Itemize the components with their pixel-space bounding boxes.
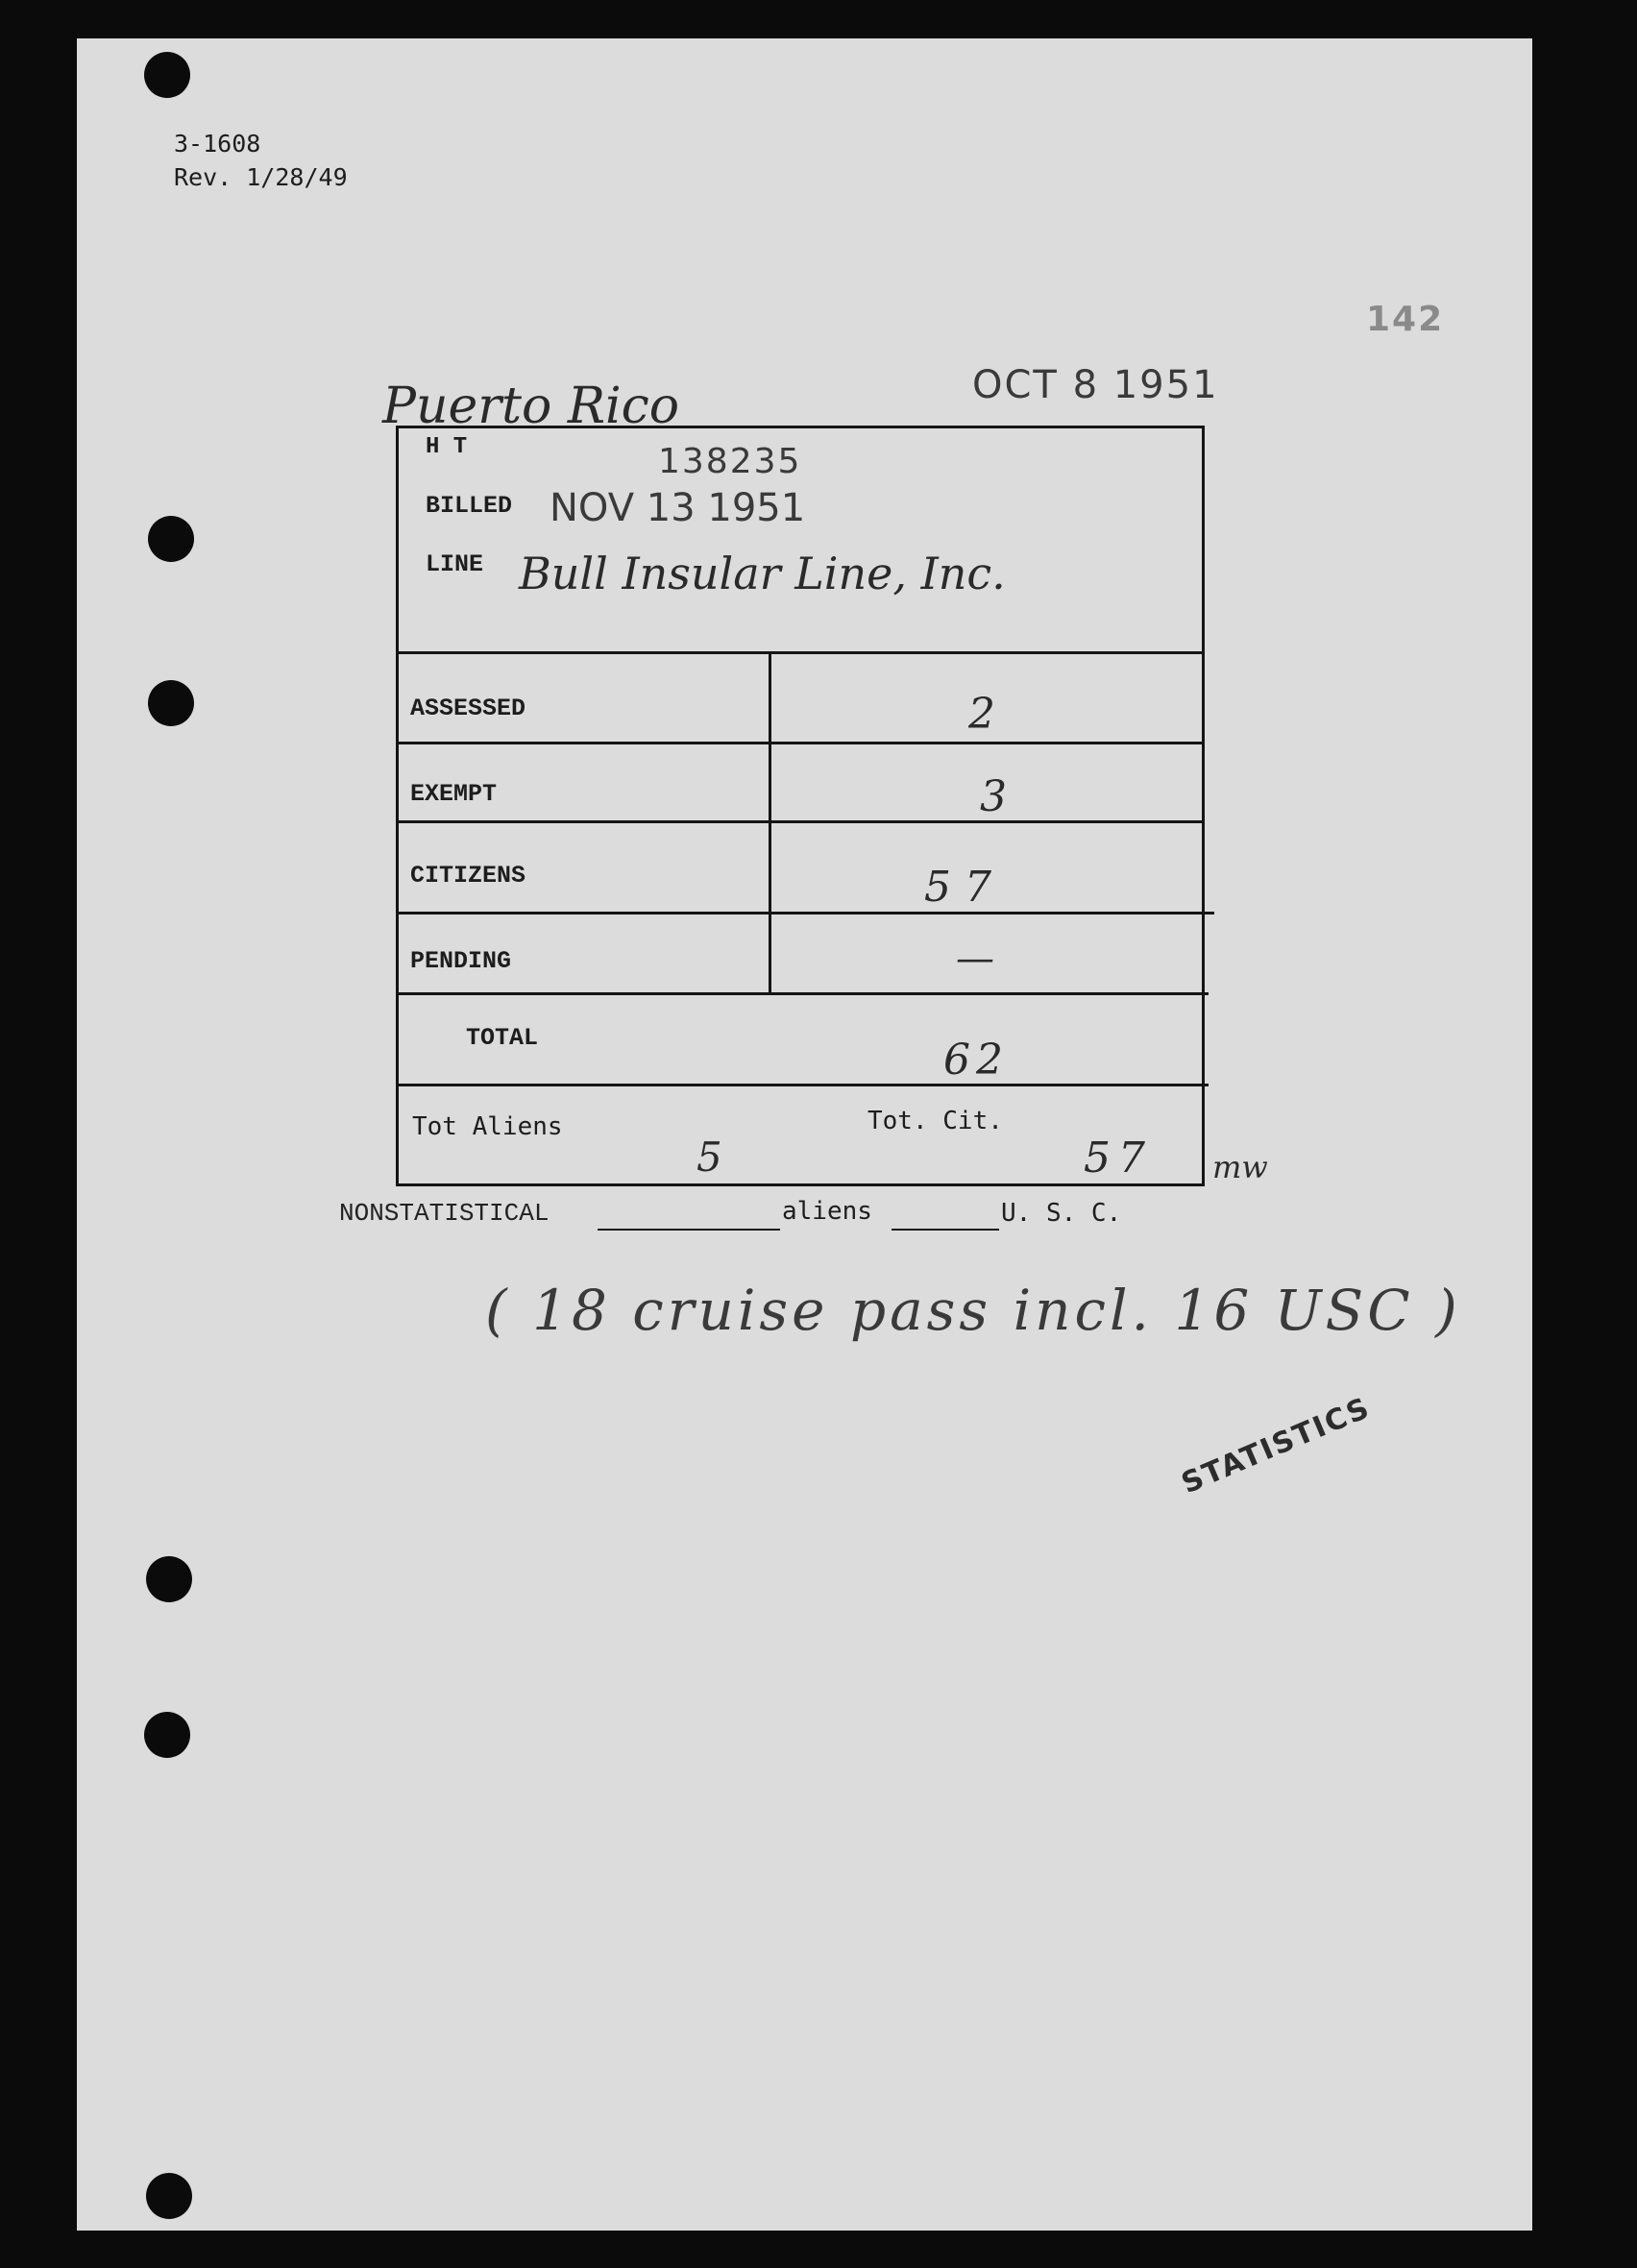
punch-hole — [144, 1712, 190, 1758]
citizens-value: 57 — [924, 863, 1005, 912]
row-divider — [396, 820, 1205, 823]
record-box — [396, 426, 1205, 1186]
row-divider — [396, 992, 1209, 995]
row-divider — [396, 1084, 1209, 1086]
column-divider — [769, 651, 771, 992]
punch-hole — [144, 52, 190, 98]
aliens-blank — [892, 1229, 999, 1231]
citizens-label: CITIZENS — [410, 862, 526, 890]
section-divider — [396, 651, 1205, 654]
punch-hole — [148, 516, 194, 562]
statistics-stamp: STATISTICS — [1177, 1391, 1376, 1501]
form-number: 3-1608 — [174, 130, 261, 158]
pending-value: — — [956, 937, 994, 981]
pending-label: PENDING — [410, 947, 512, 975]
billed-date: NOV 13 1951 — [550, 486, 806, 530]
usc-label: U. S. C. — [1001, 1199, 1122, 1228]
nonstatistical-blank — [598, 1229, 780, 1231]
billed-label: BILLED — [426, 492, 513, 520]
punch-hole — [146, 1556, 192, 1602]
row-divider — [396, 912, 1214, 915]
tot-cit-value: 57 — [1084, 1134, 1153, 1183]
row-divider — [396, 742, 1205, 744]
tot-cit-label: Tot. Cit. — [867, 1107, 1003, 1135]
date-stamp: OCT 8 1951 — [972, 363, 1219, 407]
tot-aliens-label: Tot Aliens — [412, 1112, 563, 1141]
port-name: Puerto Rico — [382, 378, 680, 435]
ht-number: 138235 — [658, 442, 802, 481]
assessed-value: 2 — [968, 690, 995, 739]
nonstatistical-label: NONSTATISTICAL — [339, 1199, 550, 1228]
cruise-note: ( 18 cruise pass incl. 16 USC ) — [485, 1278, 1461, 1343]
total-label: TOTAL — [466, 1024, 539, 1052]
page-number-stamp: 142 — [1366, 300, 1445, 339]
punch-hole — [148, 680, 194, 726]
line-label: LINE — [426, 550, 484, 578]
aliens-label: aliens — [782, 1197, 872, 1226]
exempt-label: EXEMPT — [410, 780, 498, 808]
assessed-label: ASSESSED — [410, 695, 526, 722]
form-revision: Rev. 1/28/49 — [174, 163, 348, 191]
exempt-value: 3 — [980, 772, 1007, 821]
tot-aliens-value: 5 — [696, 1134, 722, 1181]
punch-hole — [146, 2173, 192, 2219]
ht-label: H T — [426, 434, 468, 460]
line-value: Bull Insular Line, Inc. — [519, 548, 1006, 599]
total-value: 62 — [943, 1036, 1009, 1085]
initials: mw — [1212, 1149, 1268, 1185]
